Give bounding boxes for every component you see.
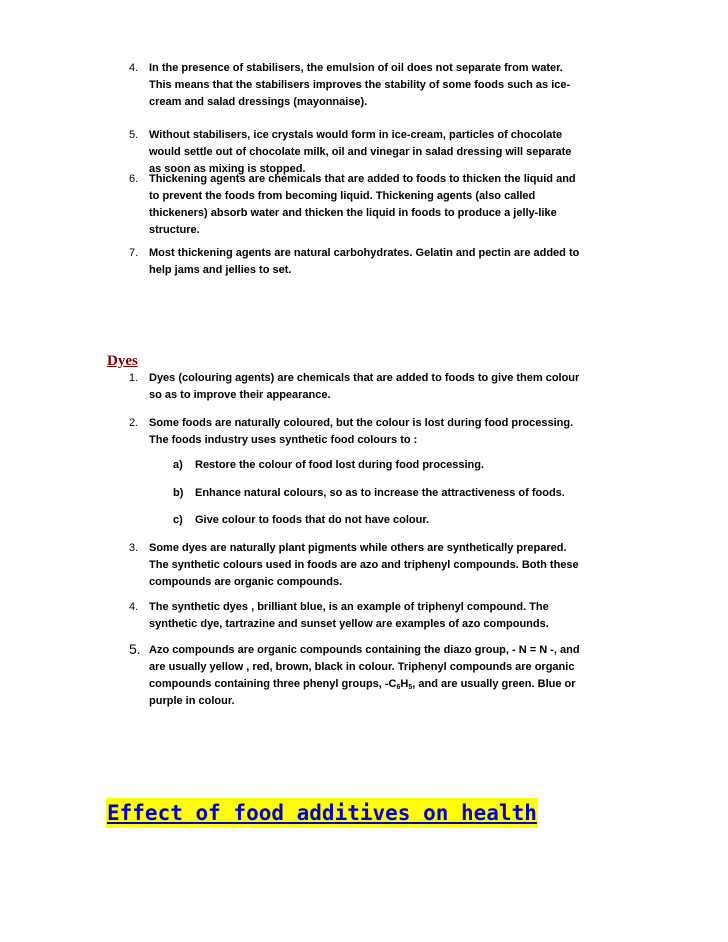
list-item-text [149,599,624,633]
text-line: Azo compounds are organic compounds containing the diazo group, - N = N -, and [149,644,580,656]
list-number: 6. [129,173,139,185]
list-number: 7. [129,247,139,259]
formula-subscript: 6 [396,684,401,691]
list-item-text [149,245,624,279]
section-heading-dyes: Dyes [107,353,138,369]
list-item-text [149,415,624,449]
text-line: structure. [149,224,200,236]
list-item-text [149,642,624,710]
formula-text: compounds containing three phenyl groups, -C [149,678,397,690]
sub-list-letter: c) [173,514,183,526]
formula-text: , and are usually green. [412,678,535,690]
text-line: so as to improve their appearance. [149,389,331,401]
text-line: thickeners) absorb water and thicken the liquid in foods to produce a jelly-like [149,207,557,219]
list-number: 4. [129,601,139,613]
sub-list-item [173,512,623,529]
sub-list-letter: a) [173,459,183,471]
text-line: help jams and jellies to set. [149,264,292,276]
text-line: Thickening agents are chemicals that are added to foods to thicken the liquid and [149,173,576,185]
list-item-text [149,540,624,591]
text-line: purple in colour. [149,695,235,707]
list-item [129,370,624,404]
text-line: would settle out of chocolate milk, oil and vinegar in salad dressing will separate [149,146,572,158]
list-number: 3. [129,542,139,554]
text-line: synthetic dye, tartrazine and sunset yellow are examples of azo compounds. [149,618,549,630]
list-item [129,540,624,591]
list-number: 4. [129,62,139,74]
list-item [129,415,624,449]
list-number: 1. [129,372,139,384]
formula-text: Blue or [537,678,576,690]
text-line: cream and salad dressings (mayonnaise). [149,96,368,108]
sub-list-letter: b) [173,487,184,499]
sub-list-text: Give colour to foods that do not have colour. [195,514,430,526]
text-line: The synthetic dyes , brilliant blue, is an example of triphenyl compound. The [149,601,549,613]
text-line: This means that the stabilisers improves the stability of some foods such as ice- [149,79,571,91]
text-line: Some foods are naturally coloured, but the colour is lost during food processing. [149,417,574,429]
text-line: The synthetic colours used in foods are azo and triphenyl compounds. Both these [149,559,579,571]
text-line: Some dyes are naturally plant pigments while others are synthetically prepared. [149,542,567,554]
sub-list-text: Restore the colour of food lost during food processing. [195,459,485,471]
formula-text: H [400,678,409,690]
text-line: compounds are organic compounds. [149,576,343,588]
sub-list-item [173,457,623,474]
section-heading-health: Effect of food additives on health [106,798,538,828]
list-item [129,245,624,279]
text-line: Most thickening agents are natural carbohydrates. Gelatin and pectin are added to [149,247,580,259]
text-line: as soon as mixing is stopped. [149,163,306,175]
list-item [129,599,624,633]
text-line [149,676,624,693]
list-item [129,60,624,111]
list-number: 5. [129,129,139,141]
text-line: Without stabilisers, ice crystals would form in ice-cream, particles of chocolate [149,129,563,141]
list-number: 5. [129,641,141,657]
text-line: to prevent the foods from becoming liquid. Thickening agents (also called [149,190,536,202]
text-line: are usually yellow , red, brown, black in colour. Triphenyl compounds are organic [149,661,575,673]
list-number: 2. [129,417,139,429]
list-item [129,642,624,710]
list-item-text [149,370,624,404]
list-item-text [149,60,624,111]
text-line: In the presence of stabilisers, the emulsion of oil does not separate from water. [149,62,563,74]
sub-list-item [173,485,623,502]
formula-subscript: 5 [408,684,413,691]
sub-list-text: Enhance natural colours, so as to increase the attractiveness of foods. [195,487,565,499]
text-line: The foods industry uses synthetic food colours to : [149,434,418,446]
text-line: Dyes (colouring agents) are chemicals that are added to foods to give them colour [149,372,580,384]
list-item-text [149,171,624,239]
list-item [129,171,624,239]
